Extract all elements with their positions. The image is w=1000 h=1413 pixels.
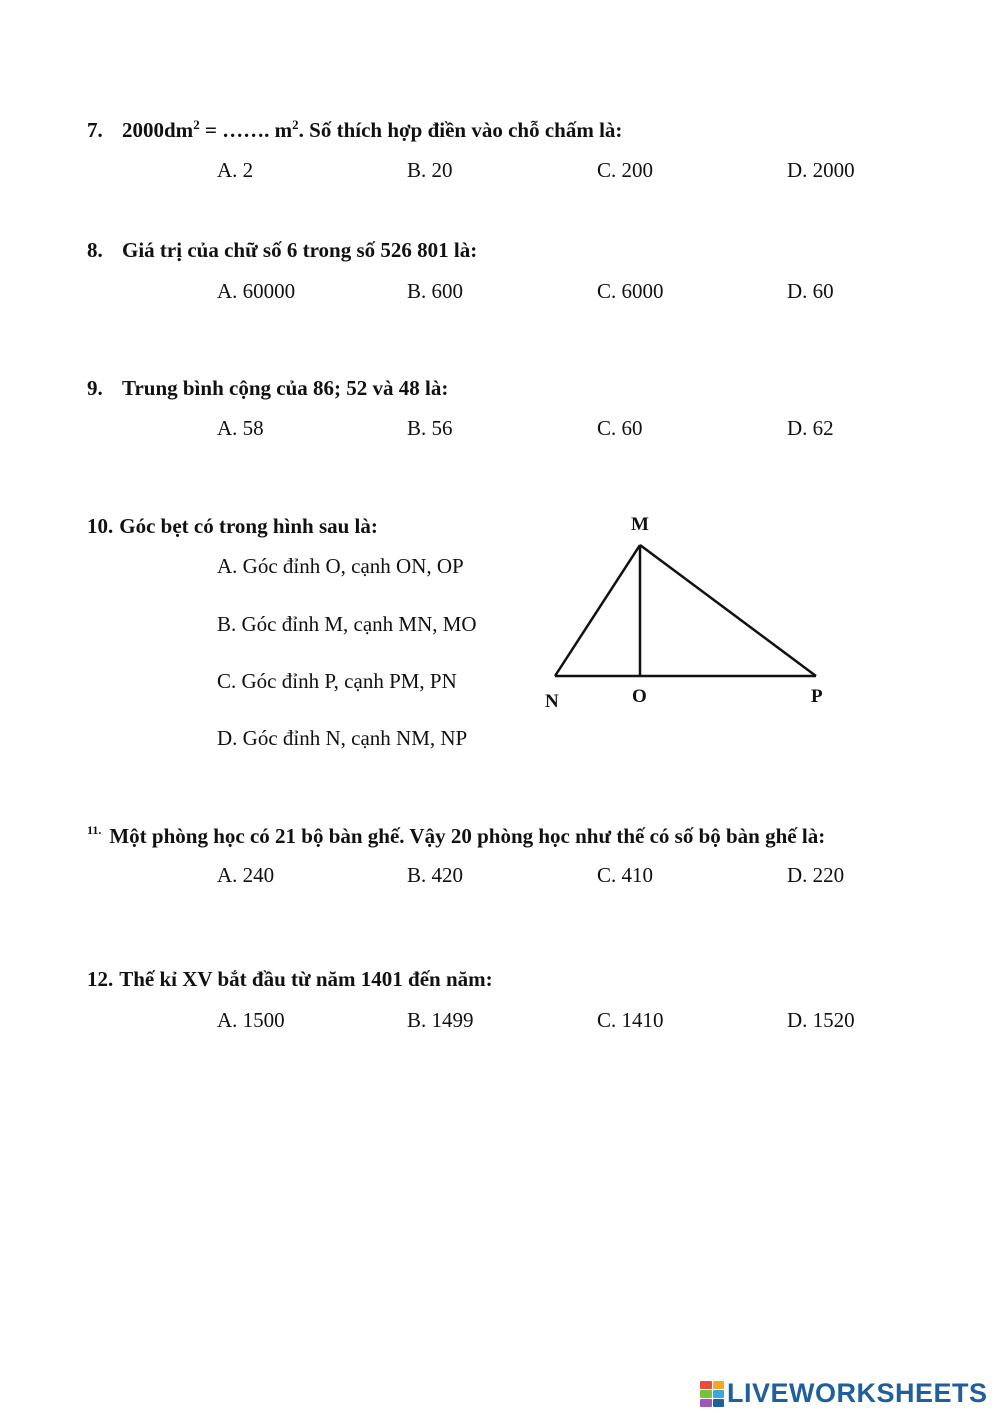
option-d[interactable]: D. 60 xyxy=(787,279,834,303)
option-a[interactable]: A. 60000 xyxy=(217,279,296,303)
option-c[interactable]: C. 60 xyxy=(597,416,643,440)
label-m: M xyxy=(631,514,649,535)
option-b[interactable]: B. Góc đỉnh M, cạnh MN, MO xyxy=(217,612,477,636)
option-c[interactable]: C. 410 xyxy=(597,863,654,887)
question-text: Trung bình cộng của 86; 52 và 48 là: xyxy=(122,376,449,400)
question-text: Thế kỉ XV bắt đầu từ năm 1401 đến năm: xyxy=(119,967,493,991)
brand-name: LIVEWORKSHEETS xyxy=(727,1378,988,1408)
option-d[interactable]: D. 1520 xyxy=(787,1008,855,1032)
triangle-figure xyxy=(530,505,850,725)
label-n: N xyxy=(545,691,559,712)
question-text-mid: = ……. m xyxy=(199,118,293,142)
liveworksheets-logo xyxy=(700,1378,988,1409)
option-b[interactable]: B. 56 xyxy=(407,416,453,440)
question-number: 10. xyxy=(87,514,114,538)
option-d[interactable]: D. 2000 xyxy=(787,158,855,182)
question-10 xyxy=(87,514,378,539)
question-text: Giá trị của chữ số 6 trong số 526 801 là: xyxy=(122,238,478,262)
option-c[interactable]: C. 1410 xyxy=(597,1008,664,1032)
question-text-pre: 2000dm xyxy=(122,118,194,142)
logo-icon xyxy=(700,1381,724,1407)
option-a[interactable]: A. 1500 xyxy=(217,1008,285,1032)
option-a[interactable]: A. 2 xyxy=(217,158,254,182)
label-o: O xyxy=(632,686,647,707)
question-text: Góc bẹt có trong hình sau là: xyxy=(119,514,378,538)
superscript: 2 xyxy=(292,117,299,132)
option-a[interactable]: A. 240 xyxy=(217,863,275,887)
option-a[interactable]: A. 58 xyxy=(217,416,264,440)
option-d[interactable]: D. Góc đỉnh N, cạnh NM, NP xyxy=(217,726,468,750)
question-number: 9. xyxy=(87,376,103,400)
option-d[interactable]: D. 62 xyxy=(787,416,834,440)
option-c[interactable]: C. 200 xyxy=(597,158,654,182)
question-12 xyxy=(87,967,493,992)
question-9 xyxy=(87,376,448,401)
question-number: 8. xyxy=(87,238,103,262)
label-p: P xyxy=(811,686,823,707)
question-8 xyxy=(87,238,477,263)
option-b[interactable]: B. 20 xyxy=(407,158,453,182)
option-c[interactable]: C. 6000 xyxy=(597,279,664,303)
side-mp xyxy=(640,545,816,676)
question-7 xyxy=(87,117,622,143)
option-a[interactable]: A. Góc đỉnh O, cạnh ON, OP xyxy=(217,554,464,578)
side-mn xyxy=(555,545,640,676)
option-b[interactable]: B. 600 xyxy=(407,279,464,303)
question-number: 7. xyxy=(87,118,103,142)
question-text-post: . Số thích hợp điền vào chỗ chấm là: xyxy=(298,118,623,142)
question-text: Một phòng học có 21 bộ bàn ghế. Vậy 20 phòng học như thế có số bộ bàn ghế là: xyxy=(109,824,826,848)
question-number: 11. xyxy=(87,823,102,837)
option-b[interactable]: B. 420 xyxy=(407,863,464,887)
option-c[interactable]: C. Góc đỉnh P, cạnh PM, PN xyxy=(217,669,457,693)
question-number: 12. xyxy=(87,967,114,991)
superscript: 2 xyxy=(193,117,200,132)
option-b[interactable]: B. 1499 xyxy=(407,1008,474,1032)
option-d[interactable]: D. 220 xyxy=(787,863,845,887)
question-11 xyxy=(87,823,825,849)
